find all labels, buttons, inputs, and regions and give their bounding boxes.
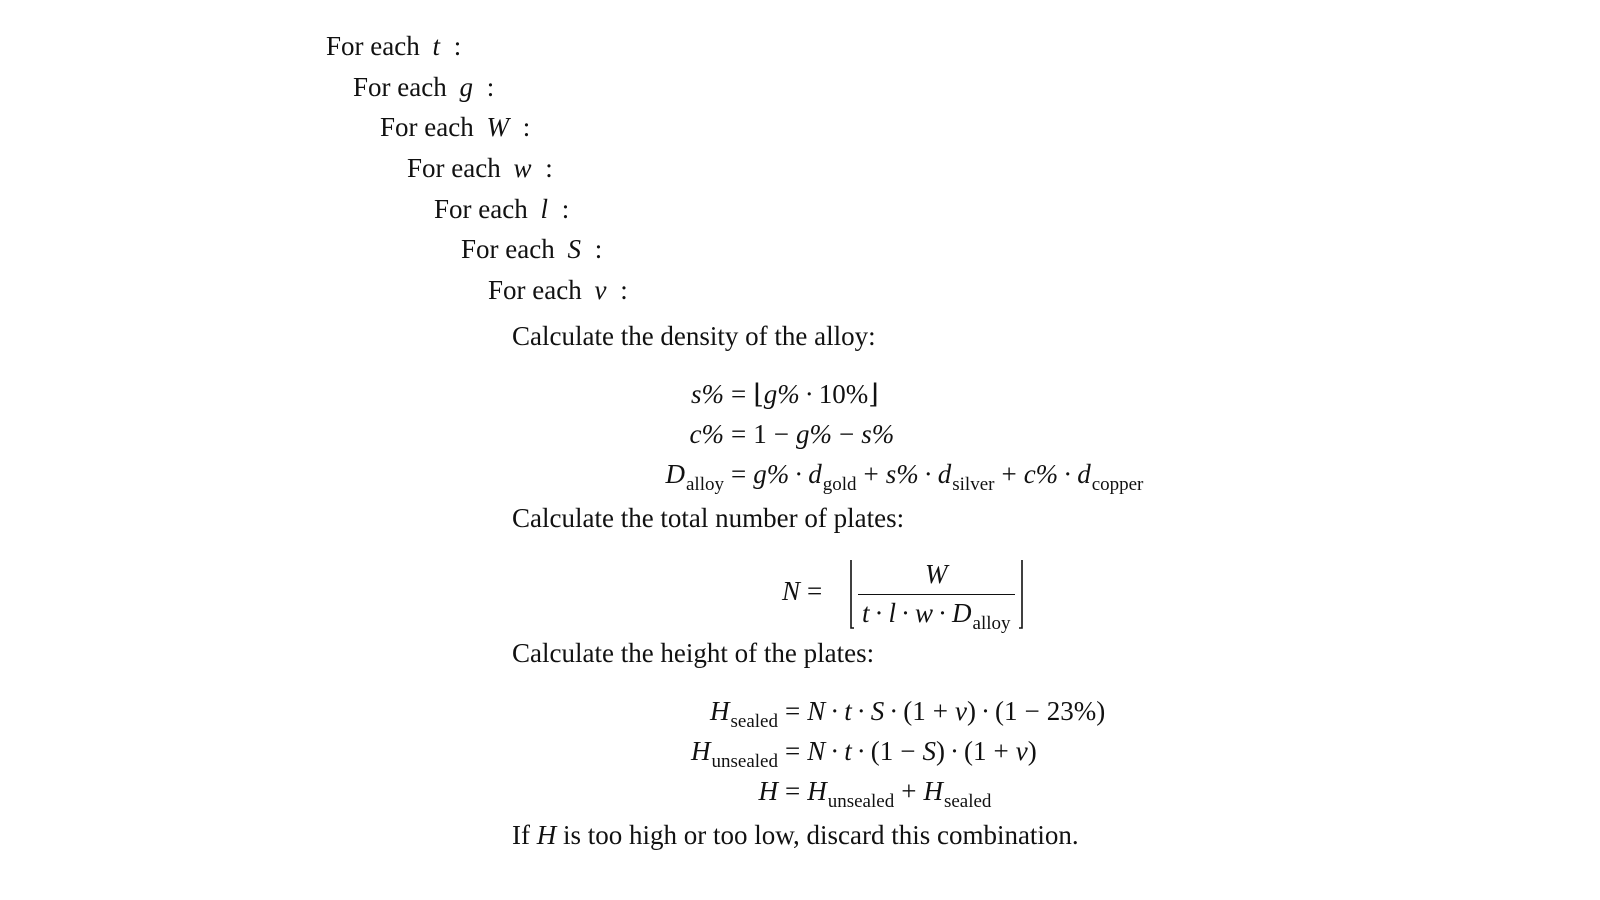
height-symbol: H [807,776,827,806]
loop-header-S [461,236,609,263]
paren-close: ) [1027,736,1037,766]
height-symbol: H [536,820,557,850]
density-symbol: d [808,459,822,489]
equals-sign: = [807,576,823,606]
width-symbol: w [915,597,934,628]
thickness-symbol: t [844,736,852,766]
equals-sign: = [785,736,801,766]
constant-one: 1 [973,736,987,766]
loop-header-l [434,196,576,223]
copper-percent: c% [1023,459,1059,489]
unsealed-subscript: unsealed [711,751,778,772]
equation-height-total [560,776,992,812]
gold-percent: g% [763,379,800,409]
height-symbol: H [710,696,730,726]
dot-operator: · [980,696,990,726]
height-heading: Calculate the height of the plates: [512,638,875,668]
height-symbol: H [691,736,711,766]
loop-colon: : [453,31,462,61]
paren-open: ( [964,736,973,766]
plus-sign: + [901,776,917,806]
loop-variable: t [432,31,440,61]
equation-height-sealed [560,696,1106,732]
dot-operator: · [830,696,840,726]
eq-lhs-symbol: s% [691,379,724,409]
plus-sign: + [863,459,879,489]
paren-open: ( [870,736,880,766]
gold-percent: g% [795,419,832,449]
equals-sign: = [785,776,801,806]
equation-alloy-density [560,459,1144,495]
plate-count-symbol: N [782,576,801,606]
equals-sign: = [785,696,801,726]
loop-colon: : [594,234,603,264]
gold-subscript: gold [822,474,857,495]
dot-operator: · [830,736,840,766]
floor-left: ⌊ [753,379,764,409]
dot-operator: · [874,597,884,628]
gold-percent: g% [753,459,790,489]
height-symbol: H [758,776,778,806]
loop-header-g [353,74,501,101]
dot-operator: · [794,459,804,489]
loop-prefix: For each [461,234,555,264]
loop-prefix: For each [326,31,420,61]
loop-prefix: For each [353,72,447,102]
loop-variable: l [540,194,548,224]
loop-prefix: For each [407,153,501,183]
loop-header-w [407,155,560,182]
loop-prefix: For each [434,194,528,224]
silver-percent: s% [885,459,919,489]
loop-variable: W [486,112,509,142]
fraction-denominator [858,594,1015,634]
alloy-subscript: alloy [686,474,724,495]
void-symbol: v [955,696,967,726]
plus-sign: + [1001,459,1017,489]
equation-copper-percent [560,421,894,448]
dot-operator: · [856,696,866,726]
loop-prefix: For each [380,112,474,142]
paren-close: ) [966,696,976,726]
minus-sign: − [838,419,855,449]
silver-subscript: silver [952,474,995,495]
loop-variable: w [513,153,532,183]
floor-fraction [844,556,1029,632]
dot-operator: · [901,597,911,628]
dot-operator: · [1063,459,1073,489]
density-heading: Calculate the density of the alloy: [512,321,876,351]
silver-percent: s% [861,419,895,449]
loop-variable: S [567,234,581,264]
thickness-symbol: t [844,696,852,726]
plates-equation-lhs [782,578,829,605]
loop-prefix: For each [488,275,582,305]
plates-heading: Calculate the total number of plates: [512,503,905,533]
fraction [858,558,1015,634]
eq-lhs-symbol: c% [689,419,724,449]
thickness-symbol: t [862,597,870,628]
loop-header-t [326,33,468,60]
minus-sign: − [773,419,789,449]
dot-operator: · [856,736,866,766]
loop-colon: : [620,275,628,305]
sealed-subscript: sealed [730,711,778,732]
conclusion-prefix: If [512,820,530,850]
loop-header-v [488,277,635,304]
loop-colon: : [561,194,570,224]
paren-close: ) [936,736,945,766]
sealed-fraction-symbol: S [870,696,885,726]
minus-sign: − [1024,696,1040,726]
loop-variable: v [594,275,607,305]
conclusion-suffix: is too high or too low, discard this combination. [562,820,1079,850]
constant-one: 1 [753,419,767,449]
paren-open: ( [903,696,913,726]
loop-colon: : [486,72,495,102]
dot-operator: · [804,379,814,409]
dot-operator: · [889,696,899,726]
plate-count-symbol: N [807,736,826,766]
floor-bracket-left [844,558,854,630]
paren-open: ( [994,696,1004,726]
copper-subscript: copper [1091,474,1144,495]
equals-sign: = [731,379,747,409]
floor-bracket-right [1019,558,1029,630]
constant-one: 1 [912,696,926,726]
equation-silver-percent [560,381,879,408]
density-symbol: d [937,459,952,489]
sealed-fraction-symbol: S [922,736,936,766]
dot-operator: · [950,736,959,766]
dot-operator: · [923,459,933,489]
density-symbol: D [952,597,972,628]
loop-header-W [380,114,537,141]
equals-sign: = [731,419,747,449]
fraction-numerator [915,560,958,594]
percent-constant: 23% [1046,696,1097,726]
minus-sign: − [900,736,916,766]
loop-variable: g [459,72,473,102]
constant-one: 1 [1003,696,1018,726]
height-symbol: H [923,776,943,806]
plus-sign: + [932,696,948,726]
unsealed-subscript: unsealed [827,791,895,812]
loop-colon: : [522,112,531,142]
equals-sign: = [731,459,747,489]
constant-one: 1 [879,736,894,766]
dot-operator: · [938,597,948,628]
equation-height-unsealed [560,736,1037,772]
alloy-subscript: alloy [972,612,1011,634]
density-symbol: D [665,459,685,489]
paren-close: ) [1096,696,1106,726]
length-symbol: l [888,597,897,628]
loop-colon: : [545,153,553,183]
conclusion-text [512,822,1079,849]
void-symbol: v [1015,736,1028,766]
density-symbol: d [1077,459,1091,489]
sealed-subscript: sealed [943,791,992,812]
floor-right: ⌋ [868,379,879,409]
ten-percent: 10% [818,379,869,409]
plate-count-symbol: N [807,696,826,726]
plus-sign: + [993,736,1009,766]
weight-symbol: W [925,558,948,589]
